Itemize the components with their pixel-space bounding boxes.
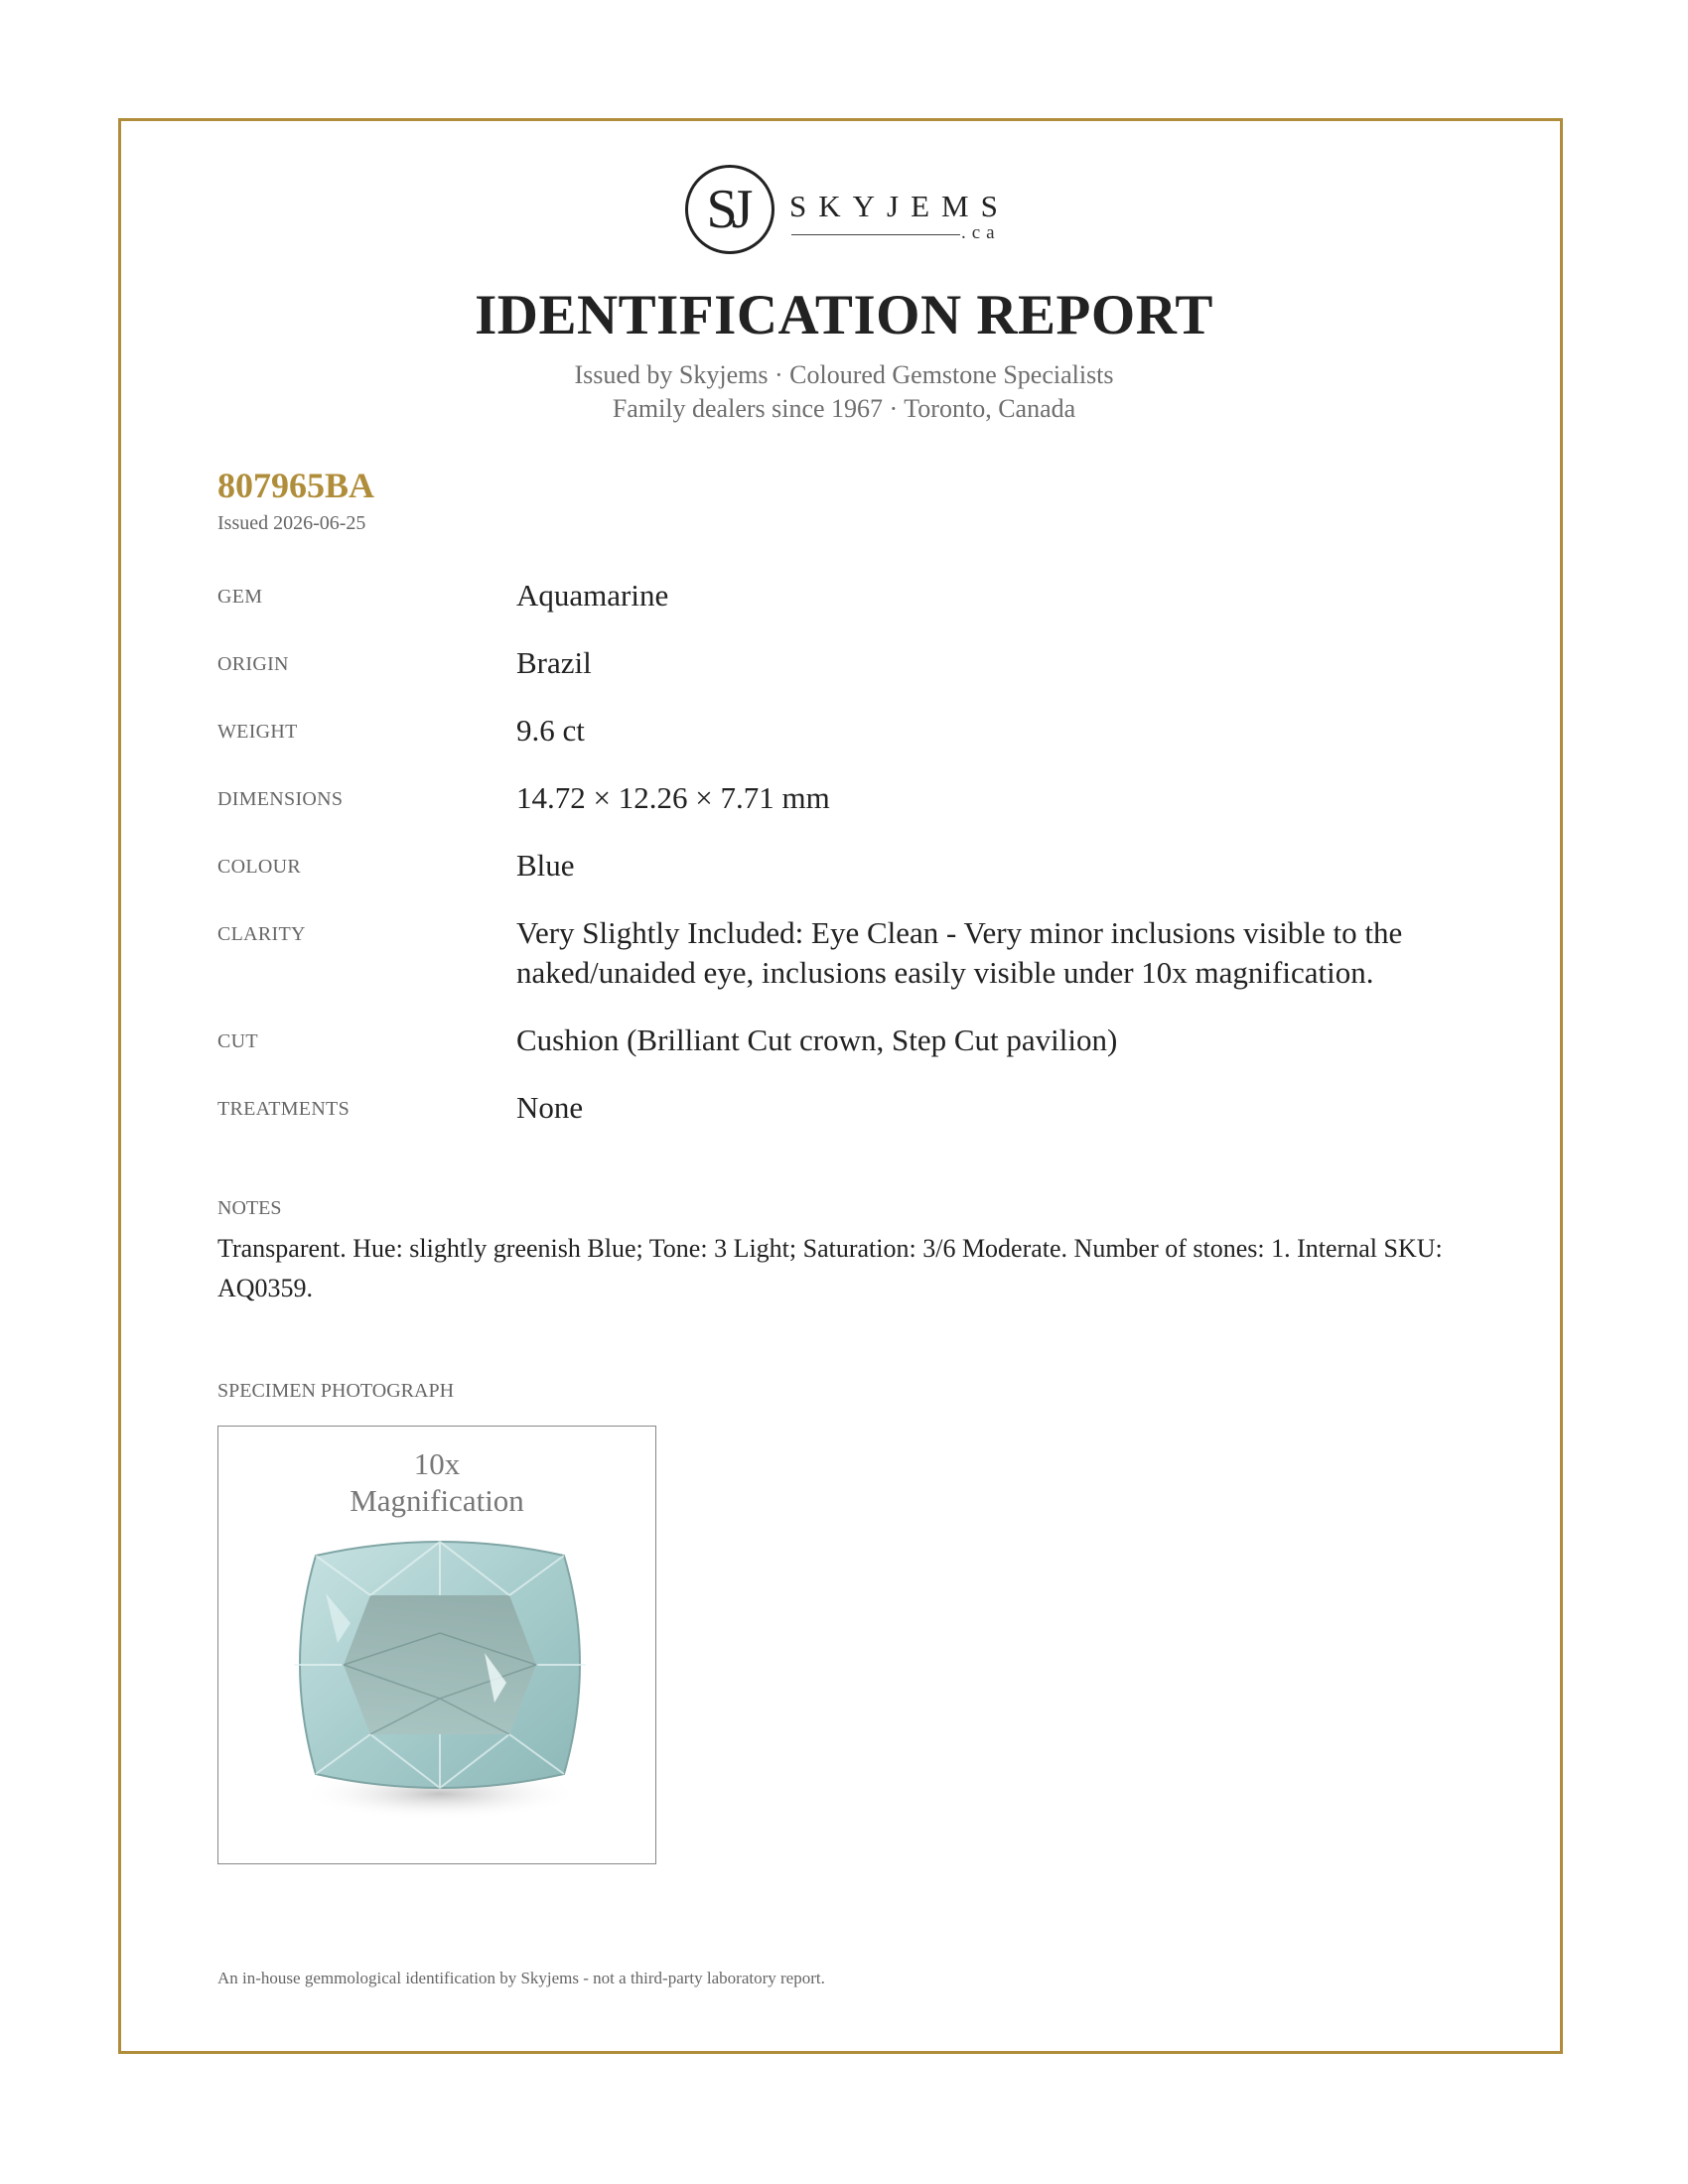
gemstone-image — [276, 1534, 604, 1832]
magnification-value: 10x — [413, 1446, 461, 1481]
field-value: Very Slightly Included: Eye Clean - Very minor inclusions visible to the naked/unaided eye, inclusions easily visible under 10x magnification. — [516, 915, 1403, 990]
photo-label: SPECIMEN PHOTOGRAPH — [217, 1380, 455, 1402]
field-value: 14.72 × 12.26 × 7.71 mm — [516, 780, 830, 815]
issue-date: Issued 2026-06-25 — [217, 512, 366, 534]
field-label: WEIGHT — [217, 721, 298, 743]
logo-monogram: SJ — [706, 179, 748, 240]
specimen-photo — [217, 1426, 656, 1864]
field-label: ORIGIN — [217, 653, 289, 675]
page-title: IDENTIFICATION REPORT — [475, 284, 1213, 346]
field-label: GEM — [217, 586, 263, 608]
field-value: 9.6 ct — [516, 713, 585, 748]
report-number: 807965BA — [217, 466, 375, 505]
field-label: CLARITY — [217, 923, 306, 945]
field-value: Brazil — [516, 645, 592, 680]
logo-rule — [791, 234, 960, 235]
field-label: CUT — [217, 1030, 258, 1052]
field-value: Cushion (Brilliant Cut crown, Step Cut pavilion) — [516, 1023, 1118, 1057]
logo-brand-name: SKYJEMS — [789, 189, 1010, 223]
field-label: TREATMENTS — [217, 1098, 350, 1120]
subtitle-location: Family dealers since 1967 · Toronto, Canada — [612, 394, 1076, 423]
monogram-circle — [685, 165, 774, 254]
magnification-label: Magnification — [350, 1483, 524, 1518]
notes-label: NOTES — [217, 1197, 282, 1219]
field-value: Blue — [516, 848, 575, 883]
field-value: None — [516, 1090, 584, 1125]
subtitle-issuer: Issued by Skyjems · Coloured Gemstone Specialists — [574, 360, 1114, 389]
field-label: COLOUR — [217, 856, 302, 878]
skyjems-logo — [685, 165, 1010, 264]
logo-suffix: .ca — [961, 222, 1001, 243]
footer-disclaimer: An in-house gemmological identification by Skyjems - not a third-party laboratory report. — [217, 1969, 825, 1987]
field-label: DIMENSIONS — [217, 788, 344, 810]
notes-text: Transparent. Hue: slightly greenish Blue; Tone: 3 Light; Saturation: 3/6 Moderate. Number of stones: 1. Internal SKU: AQ0359. — [217, 1234, 1443, 1302]
field-value: Aquamarine — [516, 578, 669, 613]
